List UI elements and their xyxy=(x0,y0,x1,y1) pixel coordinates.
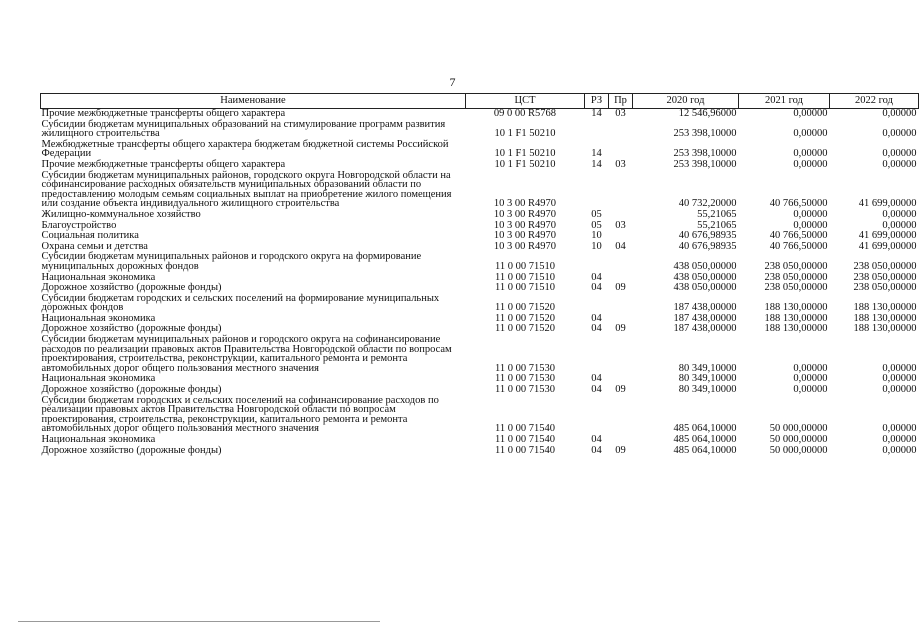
cell-2021: 0,00000 xyxy=(793,384,828,396)
cell-rz: 04 xyxy=(591,444,602,456)
cell-name: Дорожное хозяйство (дорожные фонды) xyxy=(41,323,222,335)
cell-2020: 40 676,98935 xyxy=(678,230,737,242)
table-row xyxy=(41,171,919,210)
cell-2020: 438 050,00000 xyxy=(673,271,737,283)
cell-pr xyxy=(609,396,633,435)
cell-2020: 438 050,00000 xyxy=(673,282,737,294)
cell-rz: 04 xyxy=(591,282,602,294)
cell-2020: 187 438,00000 xyxy=(673,312,737,324)
header-2021: 2021 год xyxy=(739,94,830,109)
cell-pr: 09 xyxy=(615,444,626,456)
cell-2020: 12 546,96000 xyxy=(678,108,737,119)
table-row xyxy=(41,396,919,435)
cell-2022: 0,00000 xyxy=(882,128,917,140)
cell-pr xyxy=(609,171,633,210)
cell-2020: 80 349,10000 xyxy=(678,373,737,385)
cell-cst: 10 1 F1 50210 xyxy=(494,148,556,160)
cell-2021: 238 050,00000 xyxy=(764,271,828,283)
cell-2021: 0,00000 xyxy=(793,128,828,140)
table-body xyxy=(41,109,919,457)
cell-pr xyxy=(609,435,633,446)
cell-name: Охрана семьи и детства xyxy=(41,240,148,252)
table-row xyxy=(41,120,919,140)
cell-2022: 0,00000 xyxy=(882,362,917,374)
cell-2021: 50 000,00000 xyxy=(769,423,828,435)
cell-rz xyxy=(585,120,609,140)
cell-2020: 187 438,00000 xyxy=(673,323,737,335)
cell-cst: 11 0 00 71520 xyxy=(495,312,555,324)
cell-rz: 05 xyxy=(591,219,602,231)
cell-pr xyxy=(609,210,633,221)
cell-2020: 187 438,00000 xyxy=(673,302,737,314)
cell-2021: 0,00000 xyxy=(793,362,828,374)
cell-cst: 10 3 00 R4970 xyxy=(493,208,557,220)
cell-2022: 0,00000 xyxy=(882,444,917,456)
cell-2022: 41 699,00000 xyxy=(858,198,917,210)
cell-rz: 14 xyxy=(591,158,602,170)
table-row xyxy=(41,252,919,272)
cell-2020: 253 398,10000 xyxy=(673,128,737,140)
footer-rule xyxy=(18,621,380,622)
cell-name: Национальная экономика xyxy=(41,373,156,385)
cell-2022: 0,00000 xyxy=(882,434,917,445)
cell-pr: 09 xyxy=(615,282,626,294)
cell-2021: 188 130,00000 xyxy=(764,302,828,314)
cell-pr: 09 xyxy=(615,323,626,335)
table-row xyxy=(41,140,919,160)
header-cst: ЦСТ xyxy=(466,94,585,109)
cell-2020: 80 349,10000 xyxy=(678,384,737,396)
cell-2020: 55,21065 xyxy=(697,208,737,220)
cell-cst: 11 0 00 71530 xyxy=(495,373,555,385)
cell-2022: 188 130,00000 xyxy=(853,323,917,335)
cell-rz: 04 xyxy=(591,384,602,396)
cell-2022: 0,00000 xyxy=(882,423,917,435)
table-row xyxy=(41,435,919,446)
cell-rz xyxy=(585,252,609,272)
cell-2022: 238 050,00000 xyxy=(853,260,917,272)
table-row xyxy=(41,160,919,171)
budget-table xyxy=(40,93,919,456)
cell-name: Субсидии бюджетам городских и сельских поселений на формирование муниципальных дорожных фондов xyxy=(41,292,440,314)
cell-rz: 04 xyxy=(591,312,602,324)
cell-rz: 10 xyxy=(591,240,602,252)
cell-2021: 50 000,00000 xyxy=(769,434,828,445)
cell-2022: 0,00000 xyxy=(882,384,917,396)
cell-rz: 04 xyxy=(591,373,602,385)
cell-name: Межбюджетные трансферты общего характера бюджетам бюджетной системы Российской Федерации xyxy=(41,138,449,160)
cell-rz: 14 xyxy=(591,108,602,119)
cell-rz: 04 xyxy=(591,323,602,335)
cell-2022: 238 050,00000 xyxy=(853,282,917,294)
table-row xyxy=(41,294,919,314)
cell-2021: 188 130,00000 xyxy=(764,323,828,335)
cell-2021: 0,00000 xyxy=(793,208,828,220)
cell-name: Прочие межбюджетные трансферты общего характера xyxy=(41,158,286,170)
cell-2020: 55,21065 xyxy=(697,219,737,231)
cell-rz: 10 xyxy=(591,230,602,242)
cell-2022: 0,00000 xyxy=(882,208,917,220)
cell-2020: 80 349,10000 xyxy=(678,362,737,374)
cell-rz xyxy=(585,335,609,374)
cell-name: Субсидии бюджетам городских и сельских поселений на софинансирование расходов по реализации правовых актов Правительства Новгородской области по вопросам проектирования, строительства, реконструкции, капитального ремонта и ремонта автомобильных дорог общего пользования местного значения xyxy=(41,394,439,435)
cell-name: Дорожное хозяйство (дорожные фонды) xyxy=(41,282,222,294)
table-header xyxy=(41,94,919,109)
header-rz: РЗ xyxy=(585,94,609,109)
cell-2022: 41 699,00000 xyxy=(858,240,917,252)
cell-2021: 238 050,00000 xyxy=(764,282,828,294)
cell-name: Социальная политика xyxy=(41,230,139,242)
cell-pr xyxy=(609,140,633,160)
cell-name: Прочие межбюджетные трансферты общего характера xyxy=(41,108,286,119)
cell-2022: 0,00000 xyxy=(882,108,917,119)
cell-2020: 253 398,10000 xyxy=(673,158,737,170)
cell-cst: 11 0 00 71540 xyxy=(495,434,555,445)
cell-2021: 188 130,00000 xyxy=(764,312,828,324)
cell-2021: 0,00000 xyxy=(793,158,828,170)
cell-cst: 10 3 00 R4970 xyxy=(493,230,557,242)
cell-name: Субсидии бюджетам муниципальных районов, городского округа Новгородской области на софинансирование расходных обязательств муниципальных образований области по предоставлению молодым семьям социальных выплат на приобретение жилого помещения или создание объекта индивидуального жилищного строительства xyxy=(41,169,452,210)
cell-name: Субсидии бюджетам муниципальных районов и городского округа на софинансирование расходов по реализации правовых актов Правительства Новгородской области по вопросам проектирования, строительства, реконструкции, капитального ремонта и ремонта автомобильных дорог общего пользования местного значения xyxy=(41,334,452,374)
cell-pr xyxy=(609,120,633,140)
cell-2020: 485 064,10000 xyxy=(673,423,737,435)
cell-2020: 485 064,10000 xyxy=(673,444,737,456)
cell-cst: 11 0 00 71540 xyxy=(495,444,555,456)
cell-cst: 11 0 00 71510 xyxy=(495,282,555,294)
header-pr: Пр xyxy=(609,94,633,109)
cell-rz xyxy=(585,171,609,210)
cell-rz: 04 xyxy=(591,434,602,445)
cell-rz xyxy=(585,396,609,435)
cell-2022: 188 130,00000 xyxy=(853,302,917,314)
cell-rz: 05 xyxy=(591,208,602,220)
cell-cst: 11 0 00 71510 xyxy=(495,260,555,272)
cell-pr xyxy=(609,252,633,272)
cell-pr xyxy=(609,335,633,374)
cell-cst: 11 0 00 71530 xyxy=(495,362,555,374)
cell-rz: 14 xyxy=(591,148,602,160)
cell-cst: 11 0 00 71510 xyxy=(495,271,555,283)
cell-pr xyxy=(609,294,633,314)
header-name: Наименование xyxy=(41,94,466,109)
header-2022: 2022 год xyxy=(830,94,919,109)
cell-2022: 0,00000 xyxy=(882,219,917,231)
cell-2020: 485 064,10000 xyxy=(673,434,737,445)
cell-2020: 40 676,98935 xyxy=(678,240,737,252)
cell-2022: 41 699,00000 xyxy=(858,230,917,242)
page-number: 7 xyxy=(449,75,456,89)
cell-2021: 40 766,50000 xyxy=(769,230,828,242)
table-row xyxy=(41,446,919,457)
cell-2021: 0,00000 xyxy=(793,219,828,231)
cell-cst: 10 3 00 R4970 xyxy=(493,198,557,210)
cell-2020: 253 398,10000 xyxy=(673,148,737,160)
cell-name: Дорожное хозяйство (дорожные фонды) xyxy=(41,384,222,396)
cell-2020: 40 732,20000 xyxy=(678,198,737,210)
cell-cst: 10 1 F1 50210 xyxy=(494,158,556,170)
cell-2022: 0,00000 xyxy=(882,373,917,385)
cell-2022: 0,00000 xyxy=(882,158,917,170)
header-2020: 2020 год xyxy=(633,94,739,109)
cell-2021: 40 766,50000 xyxy=(769,240,828,252)
cell-name: Национальная экономика xyxy=(41,271,156,283)
cell-cst: 10 3 00 R4970 xyxy=(493,240,557,252)
cell-cst: 11 0 00 71530 xyxy=(495,384,555,396)
cell-pr: 03 xyxy=(615,108,626,119)
cell-name: Субсидии бюджетам муниципальных образований на стимулирование программ развития жилищного строительства xyxy=(41,118,446,140)
cell-2020: 438 050,00000 xyxy=(673,260,737,272)
cell-cst: 11 0 00 71520 xyxy=(495,323,555,335)
cell-2022: 0,00000 xyxy=(882,148,917,160)
cell-name: Субсидии бюджетам муниципальных районов и городского округа на формирование муниципальных дорожных фондов xyxy=(41,251,422,272)
table-row xyxy=(41,210,919,221)
table-row xyxy=(41,109,919,120)
table-row xyxy=(41,335,919,374)
cell-cst: 11 0 00 71540 xyxy=(495,423,555,435)
cell-name: Дорожное хозяйство (дорожные фонды) xyxy=(41,444,222,456)
cell-rz xyxy=(585,294,609,314)
cell-name: Национальная экономика xyxy=(41,434,156,445)
cell-name: Национальная экономика xyxy=(41,312,156,324)
cell-2021: 0,00000 xyxy=(793,108,828,119)
cell-2022: 188 130,00000 xyxy=(853,312,917,324)
cell-2021: 50 000,00000 xyxy=(769,444,828,456)
cell-2021: 238 050,00000 xyxy=(764,260,828,272)
cell-pr: 03 xyxy=(615,158,626,170)
cell-2021: 40 766,50000 xyxy=(769,198,828,210)
cell-cst: 10 3 00 R4970 xyxy=(493,219,557,231)
cell-cst: 09 0 00 R5768 xyxy=(493,108,557,119)
cell-pr: 09 xyxy=(615,384,626,396)
cell-name: Благоустройство xyxy=(41,219,117,231)
cell-2022: 238 050,00000 xyxy=(853,271,917,283)
cell-cst: 10 1 F1 50210 xyxy=(494,128,556,140)
cell-2021: 0,00000 xyxy=(793,148,828,160)
cell-rz: 04 xyxy=(591,271,602,283)
cell-pr: 04 xyxy=(615,240,626,252)
cell-name: Жилищно-коммунальное хозяйство xyxy=(41,208,201,220)
cell-cst: 11 0 00 71520 xyxy=(495,302,555,314)
cell-2021: 0,00000 xyxy=(793,373,828,385)
cell-pr: 03 xyxy=(615,219,626,231)
